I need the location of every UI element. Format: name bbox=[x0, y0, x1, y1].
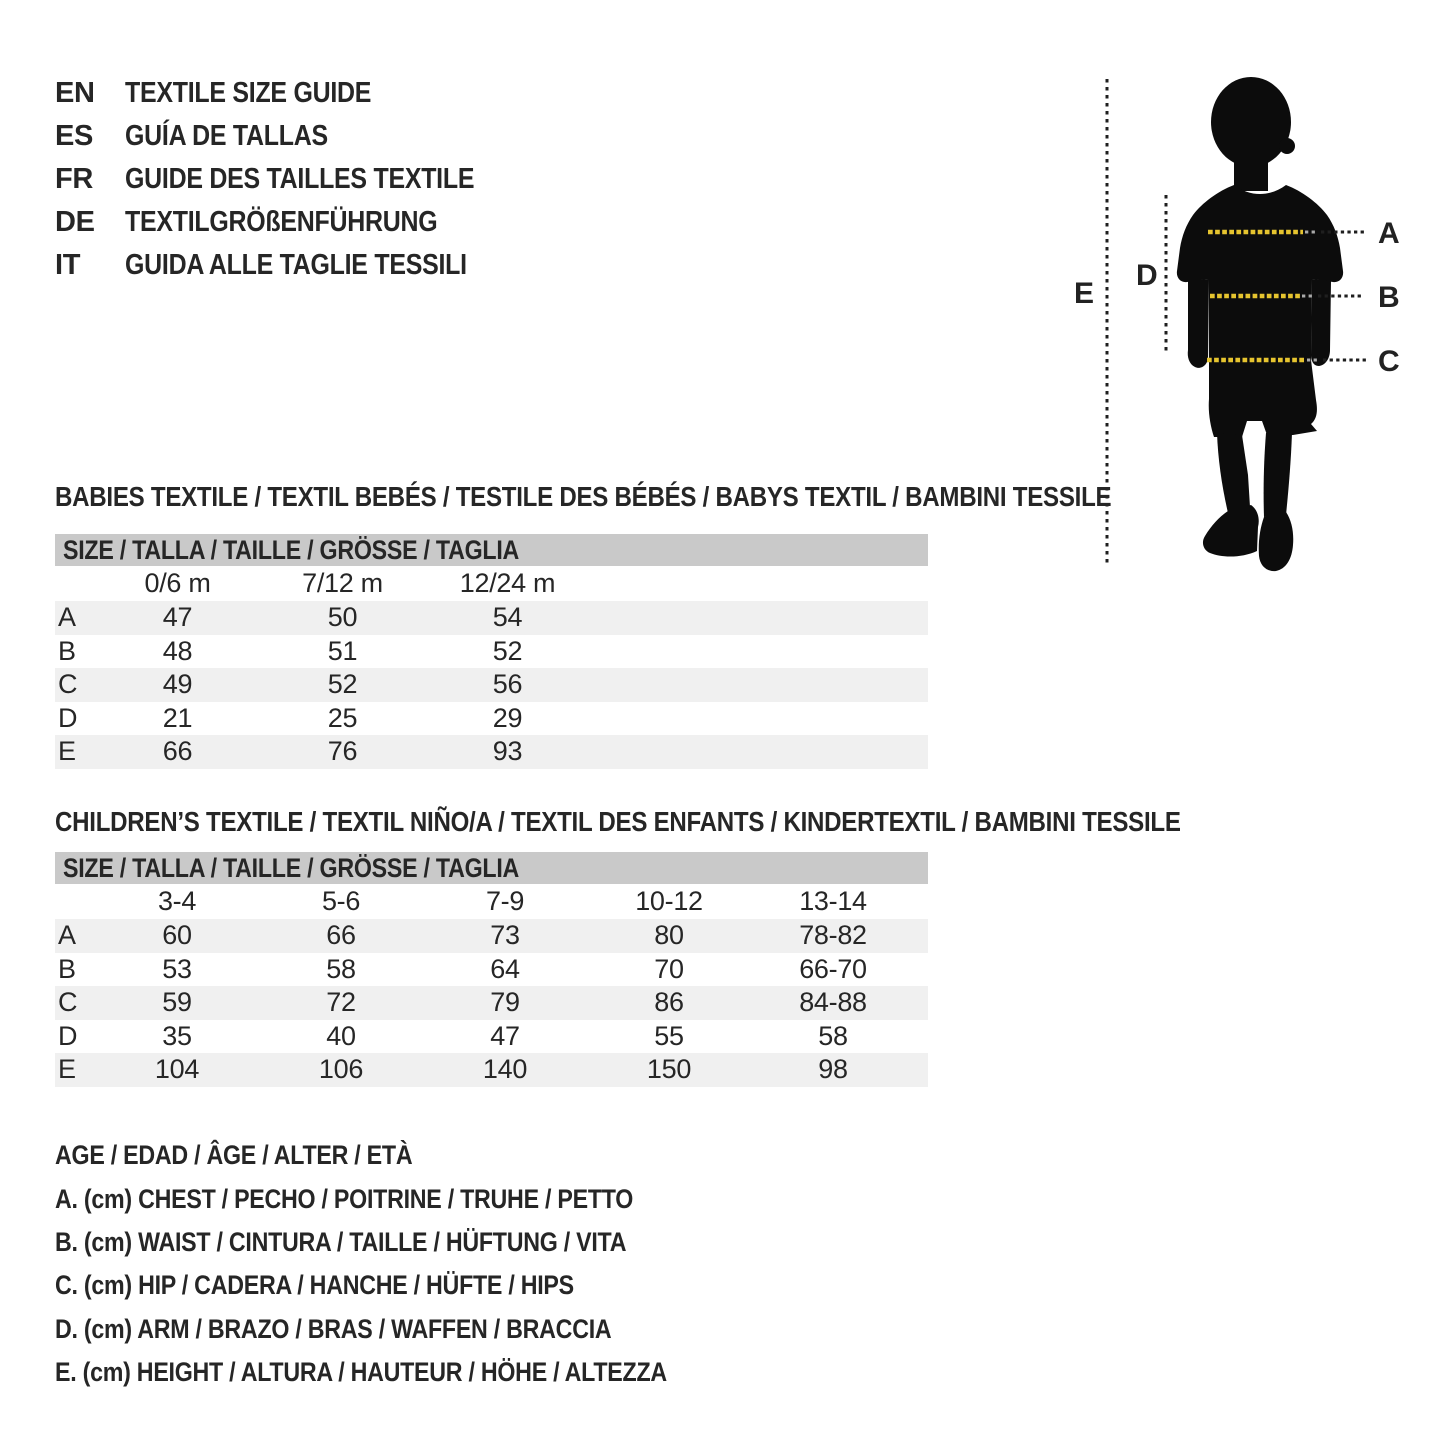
lang-row-de bbox=[55, 201, 531, 244]
table-cell: 150 bbox=[646, 1054, 692, 1085]
column-header: 10-12 bbox=[635, 886, 703, 916]
table-cell: 52 bbox=[327, 669, 358, 700]
legend-waist: B. (cm) WAIST / CINTURA / TAILLE / HÜFTUNG / VITA bbox=[55, 1226, 627, 1257]
lang-code: ES bbox=[55, 120, 94, 152]
table-row bbox=[55, 986, 928, 1020]
children-section-title: CHILDREN’S TEXTILE / TEXTIL NIÑO/A / TEXTIL DES ENFANTS / KINDERTEXTIL / BAMBINI TESSILE bbox=[55, 806, 1181, 837]
table-cell: 29 bbox=[492, 702, 523, 733]
table-cell: 58 bbox=[818, 1020, 848, 1051]
column-header: 0/6 m bbox=[144, 568, 211, 598]
table-cell: 56 bbox=[492, 669, 523, 700]
measurement-legend bbox=[55, 1134, 766, 1394]
table-cell: 66-70 bbox=[799, 953, 867, 984]
table-row bbox=[55, 735, 928, 769]
table-cell: 60 bbox=[162, 920, 192, 951]
row-label: B bbox=[58, 953, 76, 984]
legend-chest: A. (cm) CHEST / PECHO / POITRINE / TRUHE / PETTO bbox=[55, 1183, 634, 1214]
children-size-table bbox=[55, 852, 928, 1087]
table-cell: 50 bbox=[327, 602, 358, 633]
legend-arm: D. (cm) ARM / BRAZO / BRAS / WAFFEN / BRACCIA bbox=[55, 1313, 612, 1344]
legend-age: AGE / EDAD / ÂGE / ALTER / ETÀ bbox=[55, 1140, 413, 1171]
table-cell: 78-82 bbox=[799, 920, 867, 951]
table-cell: 53 bbox=[162, 953, 192, 984]
table-cell: 86 bbox=[654, 987, 684, 1018]
table-cell: 66 bbox=[162, 736, 193, 767]
table-cell: 49 bbox=[162, 669, 193, 700]
children-column-headers bbox=[55, 884, 928, 919]
legend-height: E. (cm) HEIGHT / ALTURA / HAUTEUR / HÖHE / ALTEZZA bbox=[55, 1357, 667, 1388]
table-row bbox=[55, 635, 928, 669]
lang-row-fr bbox=[55, 158, 531, 201]
measurement-figure bbox=[1050, 55, 1445, 600]
lang-row-es bbox=[55, 115, 531, 158]
row-label: C bbox=[58, 987, 78, 1018]
column-header: 7-9 bbox=[485, 886, 525, 916]
lang-code: DE bbox=[55, 206, 95, 238]
table-cell: 80 bbox=[654, 920, 684, 951]
table-cell: 51 bbox=[327, 635, 358, 666]
table-cell: 98 bbox=[818, 1054, 848, 1085]
table-cell: 25 bbox=[327, 702, 358, 733]
row-label: A bbox=[58, 920, 76, 951]
column-header: 12/24 m bbox=[459, 568, 556, 598]
guide-title-it: GUIDA ALLE TAGLIE TESSILI bbox=[125, 249, 467, 281]
table-cell: 40 bbox=[326, 1020, 356, 1051]
table-cell: 66 bbox=[326, 920, 356, 951]
column-header: 3-4 bbox=[157, 886, 197, 916]
table-cell: 48 bbox=[162, 635, 193, 666]
table-cell: 70 bbox=[654, 953, 684, 984]
table-cell: 59 bbox=[162, 987, 192, 1018]
table-cell: 58 bbox=[326, 953, 356, 984]
row-label: D bbox=[58, 702, 78, 733]
babies-column-headers bbox=[55, 566, 928, 601]
table-cell: 93 bbox=[492, 736, 523, 767]
lang-code: EN bbox=[55, 77, 95, 109]
lang-row-it bbox=[55, 244, 531, 287]
table-cell: 79 bbox=[490, 987, 520, 1018]
guide-title-es: GUÍA DE TALLAS bbox=[125, 120, 328, 152]
table-row bbox=[55, 919, 928, 953]
table-row bbox=[55, 953, 928, 987]
legend-hip: C. (cm) HIP / CADERA / HANCHE / HÜFTE / HIPS bbox=[55, 1270, 574, 1301]
table-cell: 84-88 bbox=[799, 987, 867, 1018]
table-row bbox=[55, 1053, 928, 1087]
table-cell: 52 bbox=[492, 635, 523, 666]
measure-label-e: E bbox=[1074, 277, 1095, 310]
column-header: 5-6 bbox=[321, 886, 361, 916]
row-label: D bbox=[58, 1020, 78, 1051]
table-row bbox=[55, 601, 928, 635]
measure-label-b: B bbox=[1378, 281, 1400, 314]
babies-table-header-bar: SIZE / TALLA / TAILLE / GRÖSSE / TAGLIA bbox=[55, 534, 928, 566]
measure-label-a: A bbox=[1378, 217, 1400, 250]
lang-code: FR bbox=[55, 163, 94, 195]
table-row bbox=[55, 668, 928, 702]
table-cell: 72 bbox=[326, 987, 356, 1018]
guide-title-de: TEXTILGRÖßENFÜHRUNG bbox=[125, 206, 438, 238]
row-label: C bbox=[58, 669, 78, 700]
table-cell: 47 bbox=[490, 1020, 520, 1051]
row-label: B bbox=[58, 635, 76, 666]
table-cell: 140 bbox=[482, 1054, 528, 1085]
babies-section-title: BABIES TEXTILE / TEXTIL BEBÉS / TESTILE DES BÉBÉS / BABYS TEXTIL / BAMBINI TESSILE bbox=[55, 481, 1112, 512]
table-cell: 73 bbox=[490, 920, 520, 951]
measure-label-d: D bbox=[1136, 259, 1158, 292]
table-cell: 35 bbox=[162, 1020, 192, 1051]
babies-size-table bbox=[55, 534, 928, 769]
column-header: 13-14 bbox=[799, 886, 867, 916]
guide-title-en: TEXTILE SIZE GUIDE bbox=[125, 77, 372, 109]
row-label: A bbox=[58, 602, 76, 633]
table-cell: 64 bbox=[490, 953, 520, 984]
lang-code: IT bbox=[55, 249, 81, 281]
table-row bbox=[55, 1020, 928, 1054]
table-cell: 55 bbox=[654, 1020, 684, 1051]
row-label: E bbox=[58, 736, 76, 767]
column-header: 7/12 m bbox=[302, 568, 383, 598]
lang-row-en bbox=[55, 72, 531, 115]
table-cell: 106 bbox=[318, 1054, 364, 1085]
row-label: E bbox=[58, 1054, 76, 1085]
table-cell: 54 bbox=[492, 602, 523, 633]
measure-label-c: C bbox=[1378, 345, 1400, 378]
children-table-header-bar: SIZE / TALLA / TAILLE / GRÖSSE / TAGLIA bbox=[55, 852, 928, 884]
guide-title-fr: GUIDE DES TAILLES TEXTILE bbox=[125, 163, 475, 195]
table-cell: 76 bbox=[327, 736, 358, 767]
table-cell: 104 bbox=[154, 1054, 200, 1085]
table-cell: 21 bbox=[162, 702, 193, 733]
table-cell: 47 bbox=[162, 602, 193, 633]
language-title-block bbox=[55, 72, 531, 287]
table-row bbox=[55, 702, 928, 736]
